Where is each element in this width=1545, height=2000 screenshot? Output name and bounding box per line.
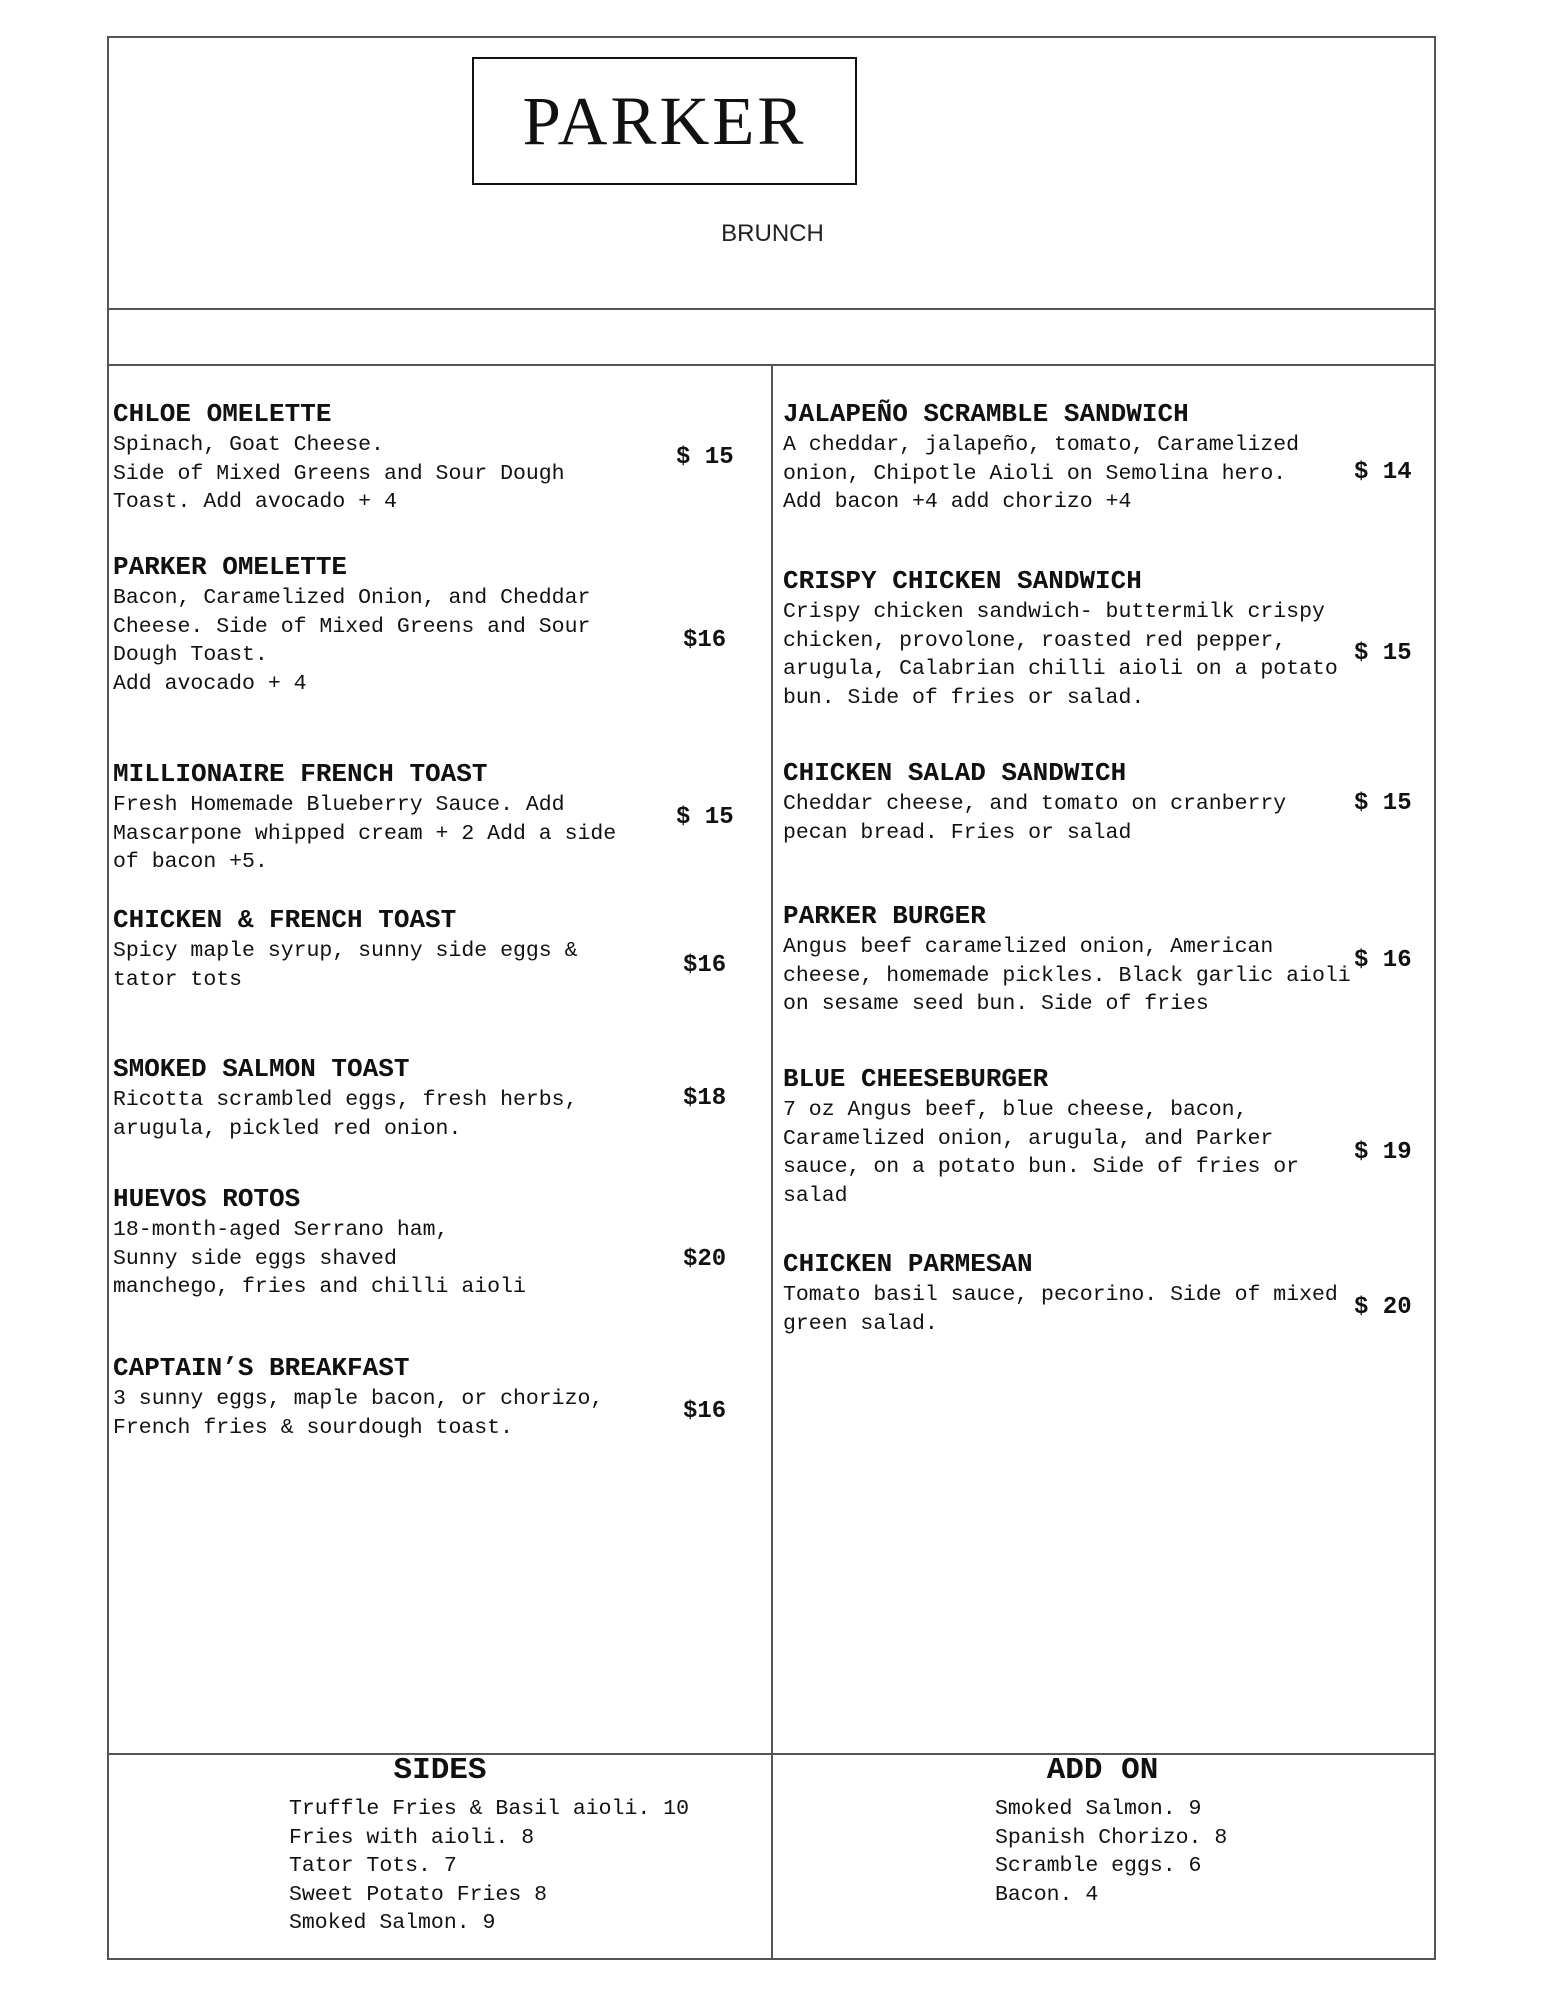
item-price: $16 bbox=[683, 952, 727, 979]
item-price: $ 15 bbox=[1354, 640, 1412, 667]
item-description: Ricotta scrambled eggs, fresh herbs, arugula, pickled red onion. bbox=[113, 1088, 578, 1141]
item-description: Bacon, Caramelized Onion, and Cheddar Cheese. Side of Mixed Greens and Sour Dough Toast. Add avocado + 4 bbox=[113, 586, 591, 696]
add-on-title: ADD ON bbox=[1046, 1753, 1159, 1788]
menu-item-chicken-salad-sandwich bbox=[783, 757, 1286, 847]
item-price: $ 16 bbox=[1354, 947, 1412, 974]
item-name: MILLIONAIRE FRENCH TOAST bbox=[113, 759, 488, 789]
menu-item-smoked-salmon-toast bbox=[113, 1053, 577, 1143]
list-item: Truffle Fries & Basil aioli. 10 bbox=[289, 1797, 689, 1821]
item-price: $18 bbox=[683, 1085, 727, 1112]
item-price: $16 bbox=[683, 627, 727, 654]
item-name: CHLOE OMELETTE bbox=[113, 399, 332, 429]
menu-item-blue-cheeseburger bbox=[783, 1063, 1299, 1210]
list-item: Tator Tots. 7 bbox=[289, 1854, 457, 1878]
list-item: Smoked Salmon. 9 bbox=[995, 1797, 1202, 1821]
menu-item-parker-omelette bbox=[113, 551, 590, 698]
item-name: PARKER BURGER bbox=[783, 901, 986, 931]
item-name: CAPTAIN’S BREAKFAST bbox=[113, 1353, 410, 1383]
item-price: $20 bbox=[683, 1246, 727, 1273]
item-description: Spicy maple syrup, sunny side eggs & tator tots bbox=[113, 939, 578, 992]
item-description: Fresh Homemade Blueberry Sauce. Add Mascarpone whipped cream + 2 Add a side of bacon +5. bbox=[113, 793, 617, 874]
sides-title: SIDES bbox=[393, 1753, 487, 1788]
header-divider bbox=[109, 308, 1434, 310]
list-item: Scramble eggs. 6 bbox=[995, 1854, 1202, 1878]
menu-item-millionaire-french-toast bbox=[113, 758, 616, 877]
list-item: Bacon. 4 bbox=[995, 1882, 1099, 1907]
item-name: CHICKEN PARMESAN bbox=[783, 1249, 1033, 1279]
add-on-list bbox=[995, 1795, 1227, 1909]
item-description: Angus beef caramelized onion, American cheese, homemade pickles. Black garlic aioli on sesame seed bun. Side of fries bbox=[783, 935, 1351, 1016]
item-price: $ 15 bbox=[676, 804, 734, 831]
item-price: $16 bbox=[683, 1398, 727, 1425]
item-price: $ 20 bbox=[1354, 1294, 1412, 1321]
item-name: SMOKED SALMON TOAST bbox=[113, 1054, 410, 1084]
item-name: JALAPEÑO SCRAMBLE SANDWICH bbox=[783, 399, 1189, 429]
item-name: PARKER OMELETTE bbox=[113, 552, 348, 582]
item-name: BLUE CHEESEBURGER bbox=[783, 1064, 1049, 1094]
item-name: CHICKEN SALAD SANDWICH bbox=[783, 758, 1127, 788]
item-price: $ 15 bbox=[676, 444, 734, 471]
item-description: 3 sunny eggs, maple bacon, or chorizo, French fries & sourdough toast. bbox=[113, 1387, 604, 1440]
logo-text: PARKER bbox=[522, 82, 807, 159]
item-description: Spinach, Goat Cheese. Side of Mixed Greens and Sour Dough Toast. Add avocado + 4 bbox=[113, 433, 565, 514]
list-item: Spanish Chorizo. 8 bbox=[995, 1825, 1228, 1850]
item-price: $ 15 bbox=[1354, 790, 1412, 817]
menu-item-huevos-rotos bbox=[113, 1183, 526, 1302]
menu-item-chicken-french-toast bbox=[113, 904, 577, 994]
item-description: Tomato basil sauce, pecorino. Side of mixed green salad. bbox=[783, 1283, 1338, 1336]
list-item: Smoked Salmon. 9 bbox=[289, 1911, 496, 1935]
menu-item-captains-breakfast bbox=[113, 1352, 603, 1442]
column-divider bbox=[771, 366, 773, 1960]
item-description: Crispy chicken sandwich- buttermilk crispy chicken, provolone, roasted red pepper, arugula, Calabrian chilli aioli on a potato bun. Side of fries or salad. bbox=[783, 600, 1338, 710]
list-item: Sweet Potato Fries 8 bbox=[289, 1882, 548, 1907]
item-name: CHICKEN & FRENCH TOAST bbox=[113, 905, 457, 935]
item-price: $ 14 bbox=[1354, 459, 1412, 486]
sides-list bbox=[289, 1795, 689, 1938]
item-description: 7 oz Angus beef, blue cheese, bacon, Caramelized onion, arugula, and Parker sauce, on a potato bun. Side of fries or salad bbox=[783, 1098, 1300, 1208]
item-price: $ 19 bbox=[1354, 1139, 1412, 1166]
item-name: HUEVOS ROTOS bbox=[113, 1184, 301, 1214]
parker-logo bbox=[472, 57, 857, 185]
menu-item-parker-burger bbox=[783, 900, 1351, 1019]
menu-item-chloe-omelette bbox=[113, 398, 565, 517]
item-description: Cheddar cheese, and tomato on cranberry pecan bread. Fries or salad bbox=[783, 792, 1287, 845]
item-description: A cheddar, jalapeño, tomato, Caramelized onion, Chipotle Aioli on Semolina hero. Add bacon +4 add chorizo +4 bbox=[783, 433, 1300, 514]
item-name: CRISPY CHICKEN SANDWICH bbox=[783, 566, 1142, 596]
list-item: Fries with aioli. 8 bbox=[289, 1825, 535, 1850]
menu-item-chicken-parmesan bbox=[783, 1248, 1338, 1338]
menu-item-jalapeno-scramble-sandwich bbox=[783, 398, 1299, 517]
item-description: 18-month-aged Serrano ham, Sunny side eggs shaved manchego, fries and chilli aioli bbox=[113, 1218, 526, 1299]
menu-subtitle: BRUNCH bbox=[721, 220, 824, 247]
menu-item-crispy-chicken-sandwich bbox=[783, 565, 1338, 712]
